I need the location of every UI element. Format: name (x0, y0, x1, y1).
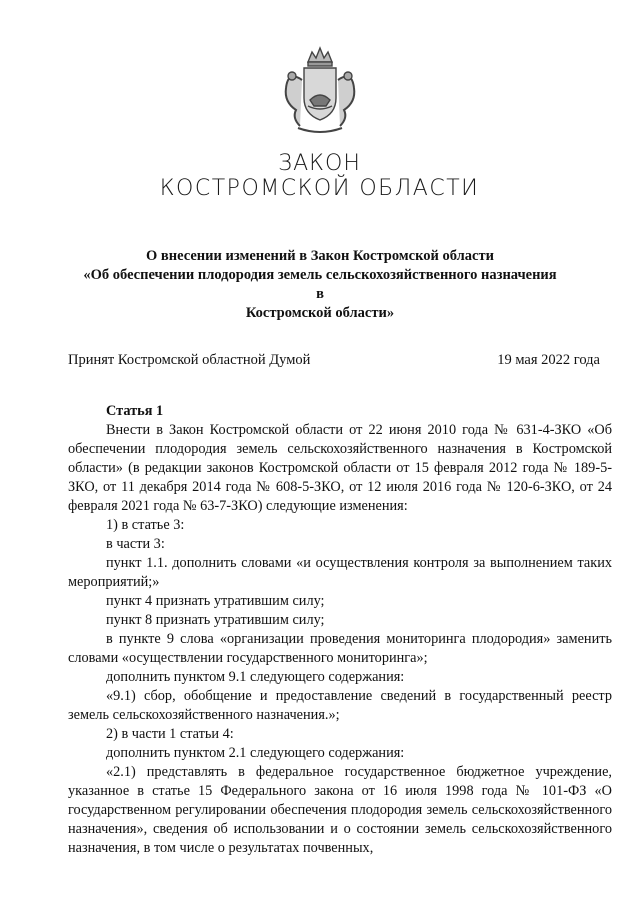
paragraph: в пункте 9 слова «организации проведения мониторинга плодородия» заменить словами «осуществлении государственного мониторинга»; (68, 631, 612, 666)
article-body (68, 402, 612, 858)
article-heading: Статья 1 (106, 403, 164, 419)
paragraph: пункт 8 признать утратившим силу; (106, 612, 325, 628)
paragraph: дополнить пунктом 9.1 следующего содержания: (106, 669, 405, 685)
adoption-date: 19 мая 2022 года (497, 352, 600, 368)
paragraph: «2.1) представлять в федеральное государственное бюджетное учреждение, указанное в статье 15 Федерального закона от 16 июля 1998 года № 101-ФЗ «О государственном регулировании обеспечения плодородия земель сельскохозяйственного назначения», сведения об использовании и о состоянии земель сельскохозяйственного назначения, в том числе о результатах почвенных, (68, 764, 612, 856)
paragraph: 2) в части 1 статьи 4: (106, 726, 234, 742)
document-title (80, 247, 560, 323)
paragraph: в части 3: (106, 536, 165, 552)
title-line-2: «Об обеспечении плодородия земель сельскохозяйственного назначения в (83, 267, 557, 302)
title-line-3: Костромской области» (245, 305, 395, 321)
law-heading: ЗАКОН (278, 151, 361, 176)
title-line-1: О внесении изменений в Закон Костромской области (146, 248, 494, 264)
paragraph: дополнить пунктом 2.1 следующего содержания: (106, 745, 405, 761)
law-region: КОСТРОМСКОЙ ОБЛАСТИ (159, 176, 480, 201)
adopted-by: Принят Костромской областной Думой (68, 352, 311, 368)
paragraph: Внести в Закон Костромской области от 22 июня 2010 года № 631-4-ЗКО «Об обеспечении плодородия земель сельскохозяйственного назначения в Костромской области» (в редакции законов Костромской области от 15 февраля 2012 года № 189-5-ЗКО, от 11 декабря 2014 года № 608-5-ЗКО, от 12 июля 2016 года № 120-6-ЗКО, от 24 февраля 2021 года № 63-7-ЗКО) следующие изменения: (68, 422, 612, 514)
coat-of-arms-icon (270, 40, 370, 140)
paragraph: «9.1) сбор, обобщение и предоставление сведений в государственный реестр земель сельскохозяйственного назначения.»; (68, 688, 612, 723)
paragraph: пункт 4 признать утратившим силу; (106, 593, 325, 609)
paragraph: пункт 1.1. дополнить словами «и осуществления контроля за выполнением таких мероприятий;» (68, 555, 612, 590)
paragraph: 1) в статье 3: (106, 517, 185, 533)
